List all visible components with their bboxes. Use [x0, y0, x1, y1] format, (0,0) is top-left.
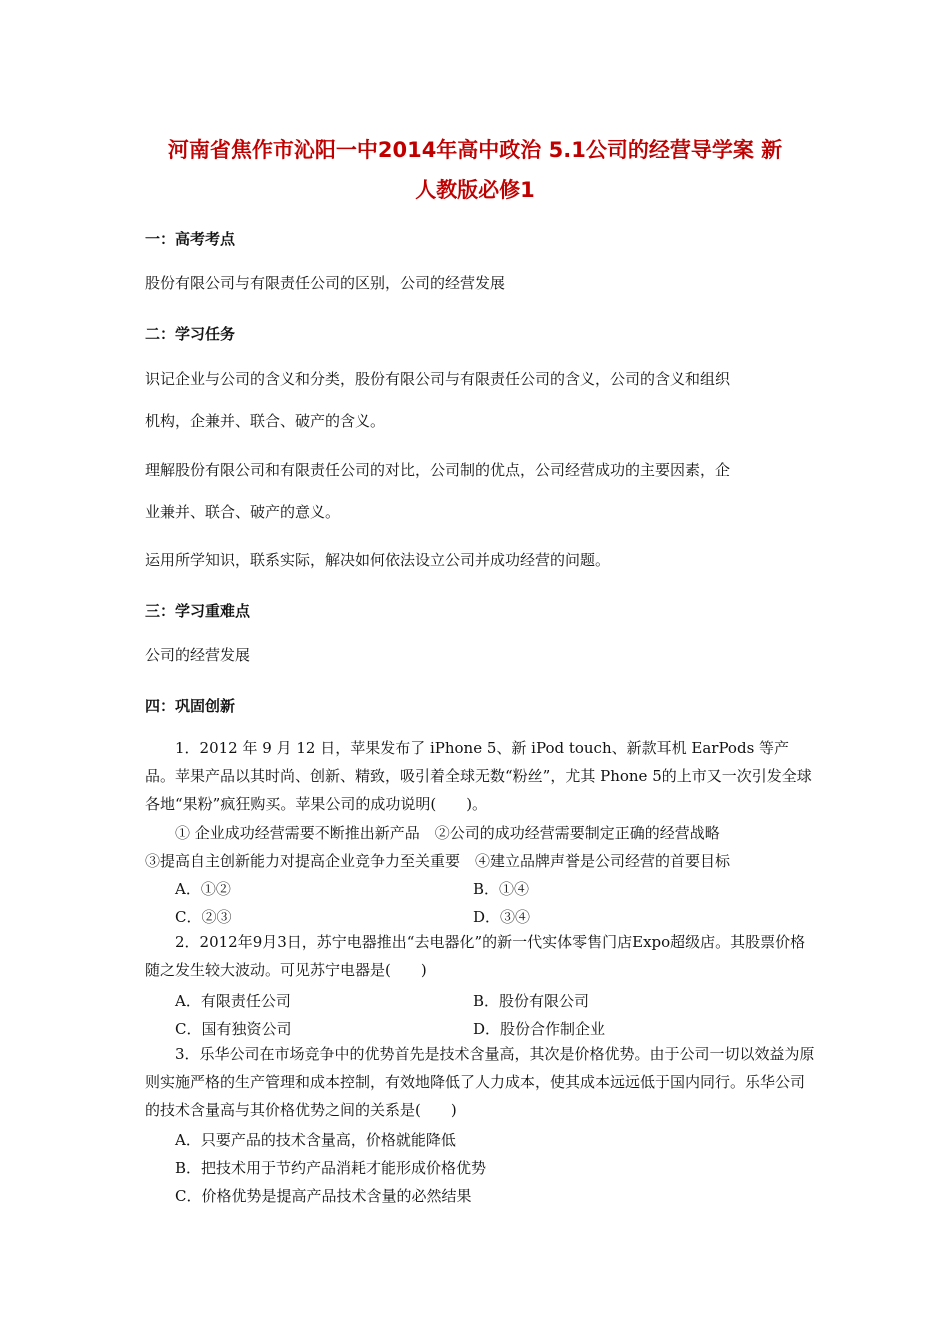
- question-3-option-c: C．价格优势是提高产品技术含量的必然结果: [175, 1187, 472, 1205]
- section-2-p2-line1: 理解股份有限公司和有限责任公司的对比，公司制的优点，公司经营成功的主要因素，企: [145, 461, 731, 479]
- question-1-option-b: B．①④: [473, 880, 530, 898]
- question-2-option-c: C．国有独资公司: [175, 1020, 292, 1038]
- document-title: [140, 130, 810, 210]
- title-line-2: 人教版必修1: [415, 178, 535, 202]
- question-2-option-b: B．股份有限公司: [473, 992, 590, 1010]
- question-3-stem: 3．乐华公司在市场竞争中的优势首先是技术含量高，其次是价格优势。由于公司一切以效益为原则实施严格的生产管理和成本控制，有效地降低了人力成本，使其成本远远低于国内同行。乐华公司的技术含量高与其价格优势之间的关系是( ): [145, 1045, 815, 1119]
- section-2-heading: 二：学习任务: [145, 325, 236, 343]
- section-4-heading: 四：巩固创新: [145, 697, 236, 715]
- section-3-heading: 三：学习重难点: [145, 602, 251, 620]
- section-2-p1-line1: 识记企业与公司的含义和分类，股份有限公司与有限责任公司的含义，公司的含义和组织: [145, 370, 731, 388]
- section-1-text: 股份有限公司与有限责任公司的区别，公司的经营发展: [145, 274, 506, 292]
- question-1-statement-2: ③提高自主创新能力对提高企业竞争力至关重要 ④建立品牌声誉是公司经营的首要目标: [145, 852, 731, 870]
- section-3-text: 公司的经营发展: [145, 646, 251, 664]
- question-3-option-b: B．把技术用于节约产品消耗才能形成价格优势: [175, 1159, 487, 1177]
- section-2-p1-line2: 机构，企兼并、联合、破产的含义。: [145, 412, 386, 430]
- question-3-option-a: A．只要产品的技术含量高，价格就能降低: [175, 1131, 456, 1149]
- section-2-p3: 运用所学知识，联系实际，解决如何依法设立公司并成功经营的问题。: [145, 551, 611, 569]
- section-2-p2-line2: 业兼并、联合、破产的意义。: [145, 503, 341, 521]
- question-1-stem: 1．2012 年 9 月 12 日，苹果发布了 iPhone 5、新 iPod touch、新款耳机 EarPods 等产品。苹果产品以其时尚、创新、精致，吸引着全球无数“粉丝”，尤其 Phone 5的上市又一次引发全球各地“果粉”疯狂购买。苹果公司的成功说明( )。: [145, 739, 812, 813]
- question-1-option-a: A．①②: [175, 880, 231, 898]
- question-1-option-c: C．②③: [175, 908, 232, 926]
- question-2-option-d: D．股份合作制企业: [473, 1020, 606, 1038]
- question-2-option-a: A．有限责任公司: [175, 992, 291, 1010]
- question-1-option-d: D．③④: [473, 908, 531, 926]
- title-line-1: 河南省焦作市沁阳一中2014年高中政治 5.1公司的经营导学案 新: [167, 138, 783, 162]
- question-2-stem: 2．2012年9月3日，苏宁电器推出“去电器化”的新一代实体零售门店Expo超级店。其股票价格随之发生较大波动。可见苏宁电器是( ): [145, 933, 806, 979]
- question-1-statement-1: ① 企业成功经营需要不断推出新产品 ②公司的成功经营需要制定正确的经营战略: [175, 824, 720, 842]
- section-1-heading: 一：高考考点: [145, 230, 236, 248]
